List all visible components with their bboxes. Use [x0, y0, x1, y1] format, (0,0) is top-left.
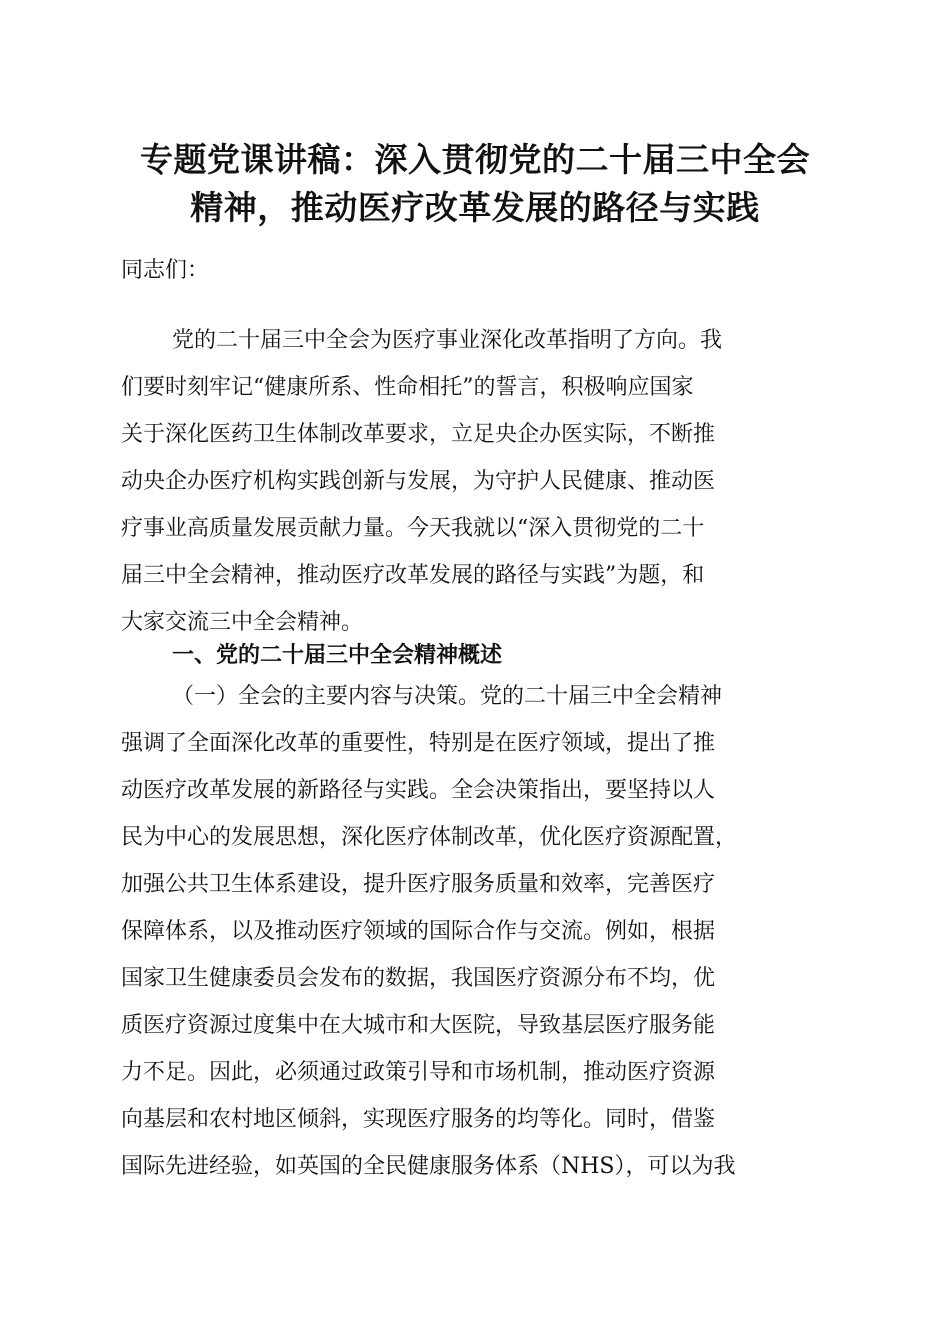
intro-line: 们要时刻牢记“健康所系、性命相托”的誓言，积极响应国家 — [121, 375, 694, 400]
section-body-line: 向基层和农村地区倾斜，实现医疗服务的均等化。同时，借鉴 — [121, 1107, 716, 1132]
section-heading: 一、党的二十届三中全会精神概述 — [172, 643, 503, 668]
section-body-line: 国家卫生健康委员会发布的数据，我国医疗资源分布不均，优 — [121, 966, 716, 991]
intro-line: 动央企办医疗机构实践创新与发展，为守护人民健康、推动医 — [121, 469, 716, 494]
section-body-line: 强调了全面深化改革的重要性，特别是在医疗领域，提出了推 — [121, 731, 716, 756]
section-body-line: 动医疗改革发展的新路径与实践。全会决策指出，要坚持以人 — [121, 778, 716, 803]
document-title-line-2: 精神，推动医疗改革发展的路径与实践 — [190, 188, 760, 227]
intro-line: 党的二十届三中全会为医疗事业深化改革指明了方向。我 — [172, 328, 723, 353]
section-body-line: （一）全会的主要内容与决策。党的二十届三中全会精神 — [172, 684, 723, 709]
section-body-line: 保障体系，以及推动医疗领域的国际合作与交流。例如，根据 — [121, 919, 716, 944]
section-body-line: 质医疗资源过度集中在大城市和大医院，导致基层医疗服务能 — [121, 1013, 716, 1038]
intro-line: 疗事业高质量发展贡献力量。今天我就以“深入贯彻党的二十 — [121, 516, 705, 541]
intro-line: 关于深化医药卫生体制改革要求，立足央企办医实际，不断推 — [121, 422, 716, 447]
section-body-line: 国际先进经验，如英国的全民健康服务体系（NHS），可以为我 — [121, 1154, 736, 1179]
section-body-line: 力不足。因此，必须通过政策引导和市场机制，推动医疗资源 — [121, 1060, 716, 1085]
document-title-line-1: 专题党课讲稿：深入贯彻党的二十届三中全会 — [140, 140, 810, 179]
section-body-line: 民为中心的发展思想，深化医疗体制改革，优化医疗资源配置， — [121, 825, 738, 850]
salutation: 同志们： — [121, 258, 210, 283]
section-body-line: 加强公共卫生体系建设，提升医疗服务质量和效率，完善医疗 — [121, 872, 716, 897]
intro-line: 大家交流三中全会精神。 — [121, 610, 364, 635]
intro-line: 届三中全会精神，推动医疗改革发展的路径与实践”为题，和 — [121, 563, 705, 588]
